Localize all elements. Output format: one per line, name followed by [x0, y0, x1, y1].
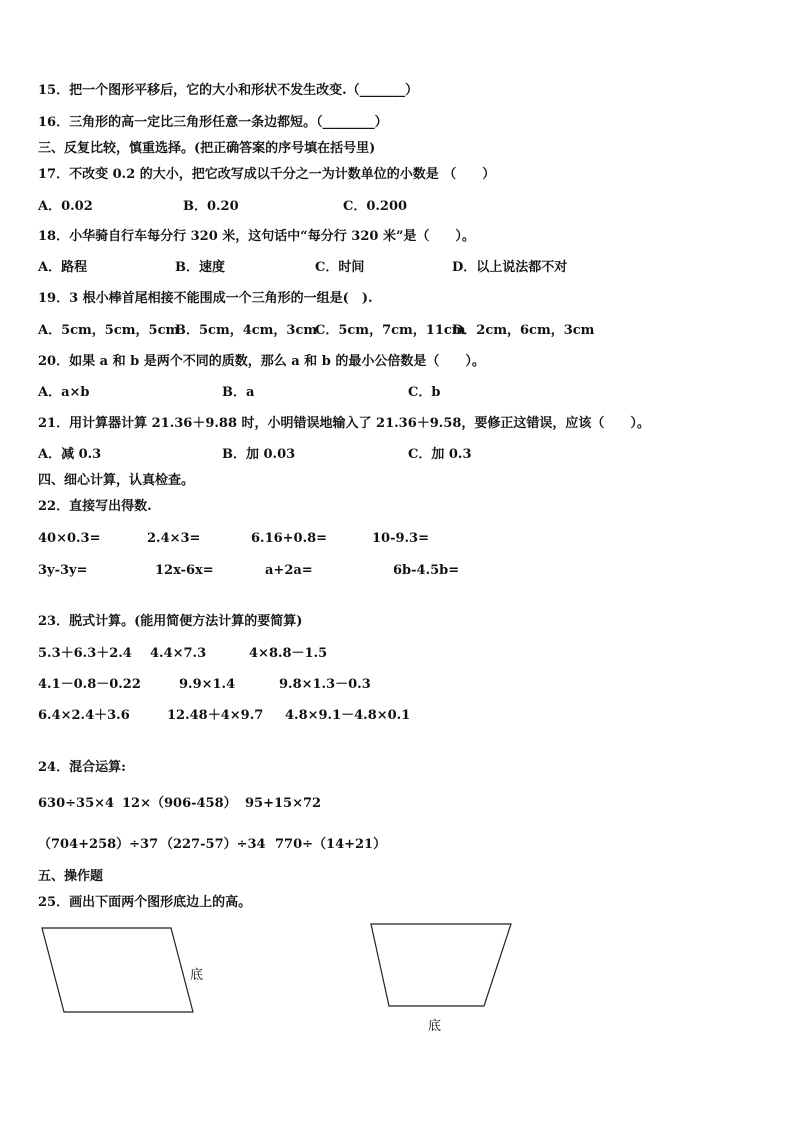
- q23-item: 9.8×1.3－0.3: [279, 677, 371, 692]
- q17-option-c: C．0.200: [343, 199, 408, 214]
- q19-stem: 19．3 根小棒首尾相接不能围成一个三角形的一组是( ).: [38, 291, 373, 306]
- q23-item: 4.4×7.3: [150, 646, 207, 661]
- q21-stem: 21．用计算器计算 21.36＋9.88 时，小明错误地输入了 21.36＋9.58，要修正这错误，应该（ ）。: [38, 416, 650, 431]
- q20-stem: 20．如果 a 和 b 是两个不同的质数，那么 a 和 b 的最小公倍数是（ ）。: [38, 354, 485, 369]
- q20-option-a: A．a×b: [38, 385, 90, 400]
- q18-option-d: D．以上说法都不对: [452, 260, 568, 275]
- q24-item: 12×（906-458）: [122, 796, 237, 811]
- q23-item: 5.3＋6.3＋2.4: [38, 646, 132, 661]
- q18-stem: 18．小华骑自行车每分行 320 米，这句话中“每分行 320 米”是（ ）。: [38, 229, 475, 244]
- section-4-heading: 四、细心计算，认真检查。: [38, 473, 195, 488]
- q24-stem: 24．混合运算:: [38, 760, 126, 775]
- q22-item: 6.16+0.8=: [251, 531, 328, 546]
- q21-option-a: A．减 0.3: [38, 447, 102, 462]
- q24-item: 770÷（14+21）: [275, 837, 387, 852]
- q15-text: 15．把一个图形平移后，它的大小和形状不发生改变.（_______）: [38, 83, 419, 98]
- q18-option-b: B．速度: [175, 260, 225, 275]
- q23-item: 4.8×9.1－4.8×0.1: [285, 708, 411, 723]
- q23-stem: 23．脱式计算。(能用简便方法计算的要简算): [38, 614, 303, 629]
- q17-option-a: A．0.02: [38, 199, 93, 214]
- q18-option-c: C．时间: [315, 260, 365, 275]
- q20-option-b: B．a: [222, 385, 255, 400]
- parallelogram-shape: [42, 928, 193, 1012]
- q17-stem: 17．不改变 0.2 的大小，把它改写成以千分之一为计数单位的小数是 （ ）: [38, 167, 496, 182]
- q22-item: 3y-3y=: [38, 563, 88, 578]
- q22-item: 12x-6x=: [155, 563, 214, 578]
- q23-item: 6.4×2.4＋3.6: [38, 708, 130, 723]
- q18-option-a: A．路程: [38, 260, 88, 275]
- q23-item: 12.48＋4×9.7: [167, 708, 264, 723]
- q19-option-a: A．5cm，5cm，5cm: [38, 323, 180, 338]
- q21-option-b: B．加 0.03: [222, 447, 296, 462]
- q22-item: 2.4×3=: [147, 531, 201, 546]
- q21-option-c: C．加 0.3: [408, 447, 472, 462]
- q23-item: 9.9×1.4: [179, 677, 236, 692]
- q22-item: 6b-4.5b=: [393, 563, 460, 578]
- q19-option-b: B．5cm，4cm，3cm: [175, 323, 318, 338]
- trapezoid-base-label: 底: [428, 1019, 442, 1034]
- q23-item: 4×8.8－1.5: [249, 646, 328, 661]
- q20-option-c: C．b: [408, 385, 441, 400]
- q23-item: 4.1－0.8－0.22: [38, 677, 141, 692]
- section-3-heading: 三、反复比较，慎重选择。(把正确答案的序号填在括号里): [38, 141, 376, 156]
- q19-option-c: C．5cm，7cm，11cm: [315, 323, 466, 338]
- q24-item: （704+258）÷37: [38, 837, 159, 852]
- trapezoid-shape: [371, 924, 511, 1006]
- q22-item: a+2a=: [265, 563, 313, 578]
- q17-option-b: B．0.20: [183, 199, 239, 214]
- q19-option-d: D．2cm，6cm，3cm: [452, 323, 595, 338]
- q16-text: 16．三角形的高一定比三角形任意一条边都短。（________）: [38, 115, 388, 130]
- q24-item: 630÷35×4: [38, 796, 115, 811]
- q24-item: 95+15×72: [245, 796, 322, 811]
- q22-stem: 22．直接写出得数.: [38, 499, 152, 514]
- q24-item: （227-57）÷34: [160, 837, 266, 852]
- q22-item: 10-9.3=: [372, 531, 429, 546]
- q22-item: 40×0.3=: [38, 531, 101, 546]
- parallelogram-base-label: 底: [190, 968, 204, 983]
- q25-stem: 25．画出下面两个图形底边上的高。: [38, 895, 252, 910]
- section-5-heading: 五、操作题: [38, 869, 104, 884]
